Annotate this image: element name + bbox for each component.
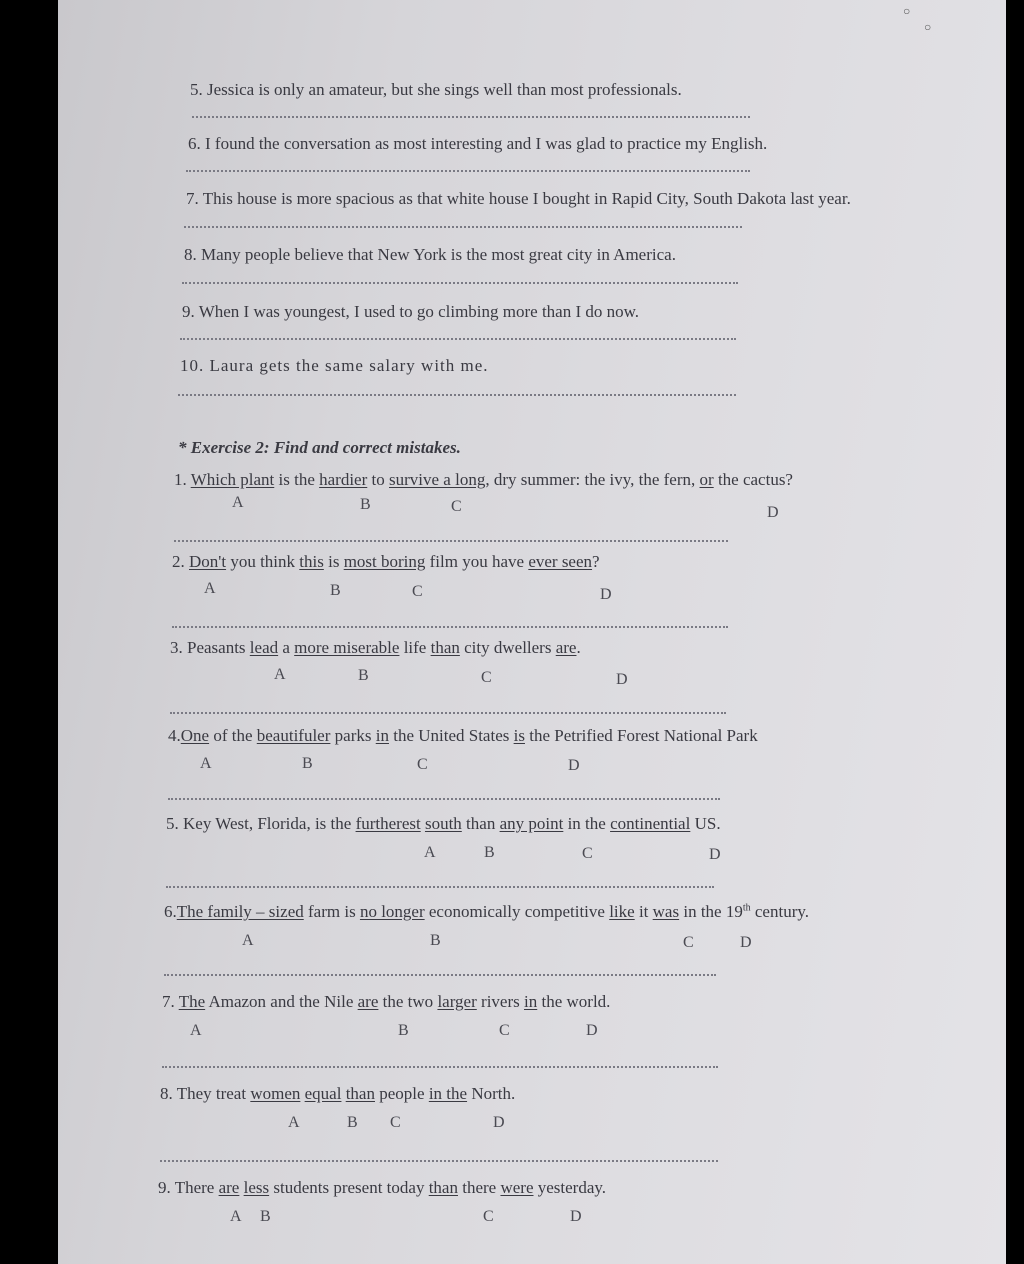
question-1: 1. Which plant is the hardier to survive a long, dry summer: the ivy, the fern, or the cactus? bbox=[174, 470, 793, 489]
option-a: A bbox=[288, 1114, 300, 1131]
answer-line[interactable] bbox=[186, 170, 750, 172]
question-6: 6.The family – sized farm is no longer economically competitive like it was in the 19th century. bbox=[164, 902, 810, 921]
option-c: C bbox=[683, 934, 694, 951]
option-d: D bbox=[740, 934, 752, 951]
option-b: B bbox=[430, 932, 441, 949]
option-d: D bbox=[709, 846, 721, 863]
option-d: D bbox=[616, 671, 628, 688]
option-b: B bbox=[330, 582, 341, 599]
option-c: C bbox=[582, 845, 593, 862]
option-a: A bbox=[232, 494, 244, 511]
option-a: A bbox=[230, 1208, 242, 1225]
answer-line[interactable] bbox=[178, 394, 736, 396]
answer-line[interactable] bbox=[172, 626, 728, 628]
option-c: C bbox=[412, 583, 423, 600]
corner-mark: ○ bbox=[903, 4, 911, 18]
question-2: 2. Don't you think this is most boring film you have ever seen? bbox=[172, 552, 600, 571]
answer-line[interactable] bbox=[180, 338, 736, 340]
question-3: 3. Peasants lead a more miserable life than city dwellers are. bbox=[170, 638, 581, 657]
option-b: B bbox=[360, 496, 371, 513]
option-a: A bbox=[204, 580, 216, 597]
question-7: 7. The Amazon and the Nile are the two larger rivers in the world. bbox=[162, 992, 611, 1011]
option-d: D bbox=[767, 504, 779, 521]
option-c: C bbox=[483, 1208, 494, 1225]
answer-line[interactable] bbox=[182, 282, 738, 284]
option-a: A bbox=[424, 844, 436, 861]
answer-line[interactable] bbox=[164, 974, 716, 976]
option-c: C bbox=[481, 669, 492, 686]
option-d: D bbox=[568, 757, 580, 774]
question-5: 5. Key West, Florida, is the furtherest south than any point in the continential US. bbox=[166, 814, 721, 833]
option-b: B bbox=[260, 1208, 271, 1225]
worksheet-page bbox=[58, 0, 1006, 1264]
exercise-heading: * Exercise 2: Find and correct mistakes. bbox=[178, 438, 461, 457]
option-d: D bbox=[600, 586, 612, 603]
answer-line[interactable] bbox=[166, 886, 714, 888]
corner-mark: ○ bbox=[924, 20, 932, 34]
answer-line[interactable] bbox=[162, 1066, 718, 1068]
option-a: A bbox=[190, 1022, 202, 1039]
answer-line[interactable] bbox=[168, 798, 720, 800]
sentence-7: 7. This house is more spacious as that white house I bought in Rapid City, South Dakota last year. bbox=[186, 189, 851, 208]
question-9: 9. There are less students present today than there were yesterday. bbox=[158, 1178, 607, 1197]
question-8: 8. They treat women equal than people in the North. bbox=[160, 1084, 516, 1103]
option-b: B bbox=[398, 1022, 409, 1039]
sentence-6: 6. I found the conversation as most interesting and I was glad to practice my English. bbox=[188, 134, 768, 153]
answer-line[interactable] bbox=[192, 116, 750, 118]
option-c: C bbox=[451, 498, 462, 515]
option-c: C bbox=[499, 1022, 510, 1039]
question-4: 4.One of the beautifuler parks in the United States is the Petrified Forest National Park bbox=[168, 726, 758, 745]
sentence-8: 8. Many people believe that New York is the most great city in America. bbox=[184, 245, 676, 264]
option-a: A bbox=[274, 666, 286, 683]
answer-line[interactable] bbox=[170, 712, 726, 714]
option-b: B bbox=[347, 1114, 358, 1131]
option-b: B bbox=[358, 667, 369, 684]
option-d: D bbox=[586, 1022, 598, 1039]
option-a: A bbox=[242, 932, 254, 949]
answer-line[interactable] bbox=[174, 540, 728, 542]
sentence-9: 9. When I was youngest, I used to go climbing more than I do now. bbox=[182, 302, 640, 321]
answer-line[interactable] bbox=[184, 226, 742, 228]
sentence-5: 5. Jessica is only an amateur, but she sings well than most professionals. bbox=[190, 80, 682, 99]
option-d: D bbox=[570, 1208, 582, 1225]
option-d: D bbox=[493, 1114, 505, 1131]
option-b: B bbox=[484, 844, 495, 861]
sentence-10: 10. Laura gets the same salary with me. bbox=[180, 356, 489, 375]
option-c: C bbox=[417, 756, 428, 773]
option-c: C bbox=[390, 1114, 401, 1131]
option-a: A bbox=[200, 755, 212, 772]
answer-line[interactable] bbox=[160, 1160, 718, 1162]
option-b: B bbox=[302, 755, 313, 772]
